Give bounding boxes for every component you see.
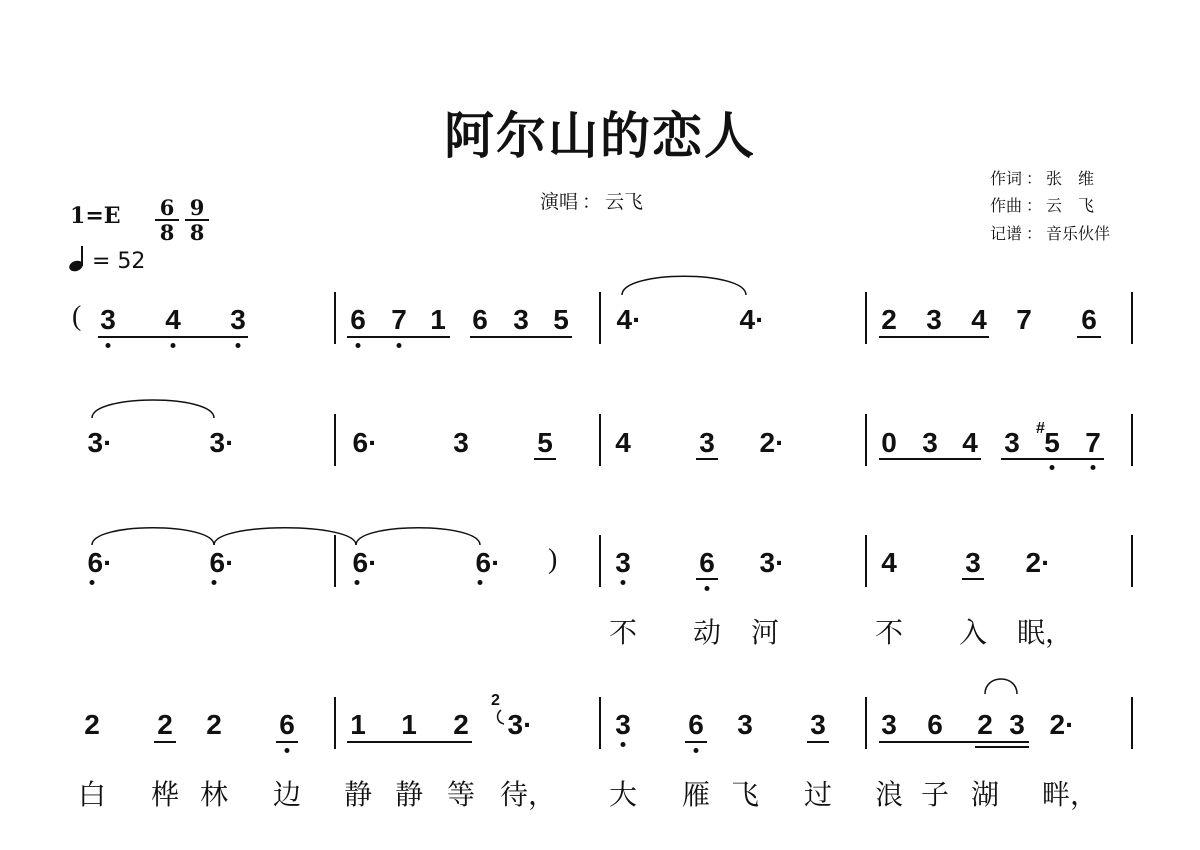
underline-beam xyxy=(807,741,829,743)
note: 3 xyxy=(615,547,631,578)
lyric-char: 过 xyxy=(803,778,833,811)
note: 3 xyxy=(881,709,897,740)
tie-slur xyxy=(985,679,1017,694)
bar-line xyxy=(865,414,867,466)
lyricist-name: 张 维 xyxy=(1046,171,1095,188)
tempo-value: = 52 xyxy=(92,249,146,274)
time-denominator: 8 xyxy=(189,220,205,245)
tie-slur xyxy=(356,528,480,545)
lyric-char: 畔， xyxy=(1041,778,1099,811)
note: 4 xyxy=(962,427,978,458)
lower-octave-dot xyxy=(236,343,241,348)
underline-beam xyxy=(879,741,1029,743)
underline-beam xyxy=(1001,458,1104,460)
lower-octave-dot xyxy=(106,343,111,348)
underline-beam xyxy=(962,578,984,580)
note: 3 xyxy=(737,709,753,740)
note: 3 xyxy=(1004,427,1020,458)
lower-octave-dot xyxy=(621,742,626,747)
note: 3 xyxy=(513,304,529,335)
composer-name: 云 飞 xyxy=(1046,198,1095,215)
lower-octave-dot xyxy=(621,580,626,585)
note: 4 xyxy=(971,304,987,335)
key-tonic: 1 xyxy=(70,203,86,229)
note: 6· xyxy=(87,547,113,578)
note: 2· xyxy=(1049,709,1075,740)
note: 3 xyxy=(1009,709,1025,740)
note: 3 xyxy=(453,427,469,458)
note: 3· xyxy=(87,427,113,458)
lyricist-label: 作词 xyxy=(990,171,1023,188)
singer-name: 云飞 xyxy=(605,192,644,213)
composer-label: 作曲 xyxy=(990,198,1023,215)
note: 6 xyxy=(699,547,715,578)
lower-octave-dot xyxy=(478,580,483,585)
note: 4 xyxy=(165,304,181,335)
note: 2 xyxy=(881,304,897,335)
note: 2 xyxy=(977,709,993,740)
note: 3 xyxy=(699,427,715,458)
lower-octave-dot xyxy=(1091,465,1096,470)
lyric-char: 湖 xyxy=(970,778,1000,811)
transcriber-separator: ： xyxy=(1026,226,1043,243)
key-equals: =E xyxy=(85,203,121,229)
underline-beam xyxy=(470,336,572,338)
lyric-char: 等 xyxy=(446,778,476,811)
note: 6· xyxy=(352,547,378,578)
lyric-char: 林 xyxy=(199,778,229,811)
note: 7 xyxy=(391,304,407,335)
note: 3 xyxy=(230,304,246,335)
underline-beam xyxy=(975,746,1029,748)
sharp-accidental: # xyxy=(1036,420,1045,437)
lyric-char: 桦 xyxy=(150,778,180,811)
note: 2 xyxy=(206,709,222,740)
grace-note: 2 xyxy=(491,692,500,709)
tie-slur xyxy=(92,400,214,418)
note: 6· xyxy=(209,547,235,578)
note: 7 xyxy=(1085,427,1101,458)
bar-line xyxy=(865,535,867,587)
note: 6 xyxy=(350,304,366,335)
lyric-char: 浪 xyxy=(874,778,904,811)
bar-line xyxy=(865,292,867,344)
bar-line xyxy=(599,535,601,587)
lyric-char: 边 xyxy=(272,778,302,811)
underline-beam xyxy=(696,458,718,460)
lower-octave-dot xyxy=(171,343,176,348)
note: 5 xyxy=(1044,427,1060,458)
lower-octave-dot xyxy=(212,580,217,585)
underline-beam xyxy=(276,741,298,743)
bar-line xyxy=(334,292,336,344)
lyric-char: 入 xyxy=(958,616,988,649)
note: 0 xyxy=(881,427,897,458)
underline-beam xyxy=(685,741,707,743)
note: 7 xyxy=(1016,304,1032,335)
lyric-char: 河 xyxy=(750,616,780,649)
underline-beam xyxy=(696,578,718,580)
bar-line xyxy=(1131,535,1133,587)
underline-beam xyxy=(347,741,472,743)
lyric-char: 雁 xyxy=(681,778,711,811)
note: 3· xyxy=(209,427,235,458)
note: 1 xyxy=(350,709,366,740)
underline-beam xyxy=(347,336,450,338)
note: 3 xyxy=(965,547,981,578)
note: 4 xyxy=(615,427,631,458)
transcriber-name: 音乐伙伴 xyxy=(1046,226,1111,243)
note: 2 xyxy=(453,709,469,740)
note: 3 xyxy=(926,304,942,335)
note: 3 xyxy=(922,427,938,458)
note: 6 xyxy=(472,304,488,335)
lower-octave-dot xyxy=(705,586,710,591)
lyric-char: 大 xyxy=(608,778,638,811)
bar-line xyxy=(599,292,601,344)
note: 3· xyxy=(759,547,785,578)
note: 2· xyxy=(759,427,785,458)
lower-octave-dot xyxy=(694,748,699,753)
lyric-char: 静 xyxy=(394,778,424,811)
lyric-char: 待， xyxy=(499,778,557,811)
lyric-char: 不 xyxy=(608,616,638,649)
lower-octave-dot xyxy=(285,748,290,753)
note: 2 xyxy=(84,709,100,740)
bar-line xyxy=(334,535,336,587)
lyricist-separator: ： xyxy=(1026,171,1043,188)
singer-separator: ： xyxy=(582,192,602,213)
note: 4 xyxy=(881,547,897,578)
note: 4· xyxy=(739,304,765,335)
note: 5 xyxy=(553,304,569,335)
note: 1 xyxy=(401,709,417,740)
singer-label: 演唱 xyxy=(540,192,579,213)
underline-beam xyxy=(534,458,556,460)
note: 2 xyxy=(157,709,173,740)
lyric-char: 飞 xyxy=(730,778,760,811)
lower-octave-dot xyxy=(90,580,95,585)
underline-beam xyxy=(1077,336,1101,338)
time-denominator: 8 xyxy=(159,220,175,245)
underline-beam xyxy=(98,336,248,338)
tie-slur xyxy=(92,528,214,545)
bar-line xyxy=(1131,697,1133,749)
lower-octave-dot xyxy=(355,580,360,585)
lyric-char: 动 xyxy=(692,616,722,649)
lower-octave-dot xyxy=(397,343,402,348)
note: 1 xyxy=(430,304,446,335)
note: 3 xyxy=(615,709,631,740)
note: 6· xyxy=(475,547,501,578)
note: 2· xyxy=(1025,547,1051,578)
bar-line xyxy=(865,697,867,749)
note: 3 xyxy=(100,304,116,335)
bar-line xyxy=(1131,292,1133,344)
underline-beam xyxy=(879,458,981,460)
bar-line xyxy=(599,414,601,466)
lyric-char: 白 xyxy=(77,778,107,811)
time-numerator: 9 xyxy=(189,195,205,220)
lyric-char: 静 xyxy=(343,778,373,811)
note: 6 xyxy=(688,709,704,740)
lower-octave-dot xyxy=(356,343,361,348)
tie-slur xyxy=(622,276,746,295)
grace-hook xyxy=(498,710,504,724)
lyric-char: 子 xyxy=(920,778,950,811)
lower-octave-dot xyxy=(1050,465,1055,470)
open-parenthesis: ( xyxy=(72,301,82,332)
note: 3 xyxy=(810,709,826,740)
close-parenthesis: ) xyxy=(548,544,558,575)
bar-line xyxy=(1131,414,1133,466)
note: 6 xyxy=(927,709,943,740)
note: 6· xyxy=(352,427,378,458)
bar-line xyxy=(334,697,336,749)
note: 5 xyxy=(537,427,553,458)
transcriber-label: 记谱 xyxy=(990,226,1023,243)
bar-line xyxy=(599,697,601,749)
composer-separator: ： xyxy=(1026,198,1043,215)
note: 6 xyxy=(279,709,295,740)
lyric-char: 不 xyxy=(874,616,904,649)
song-title: 阿尔山的恋人 xyxy=(444,106,756,165)
underline-beam xyxy=(154,741,176,743)
note: 4· xyxy=(616,304,642,335)
underline-beam xyxy=(879,336,989,338)
time-numerator: 6 xyxy=(159,195,175,220)
bar-line xyxy=(334,414,336,466)
note: 3· xyxy=(507,709,533,740)
lyric-char: 眠， xyxy=(1016,616,1074,649)
note: 6 xyxy=(1081,304,1097,335)
